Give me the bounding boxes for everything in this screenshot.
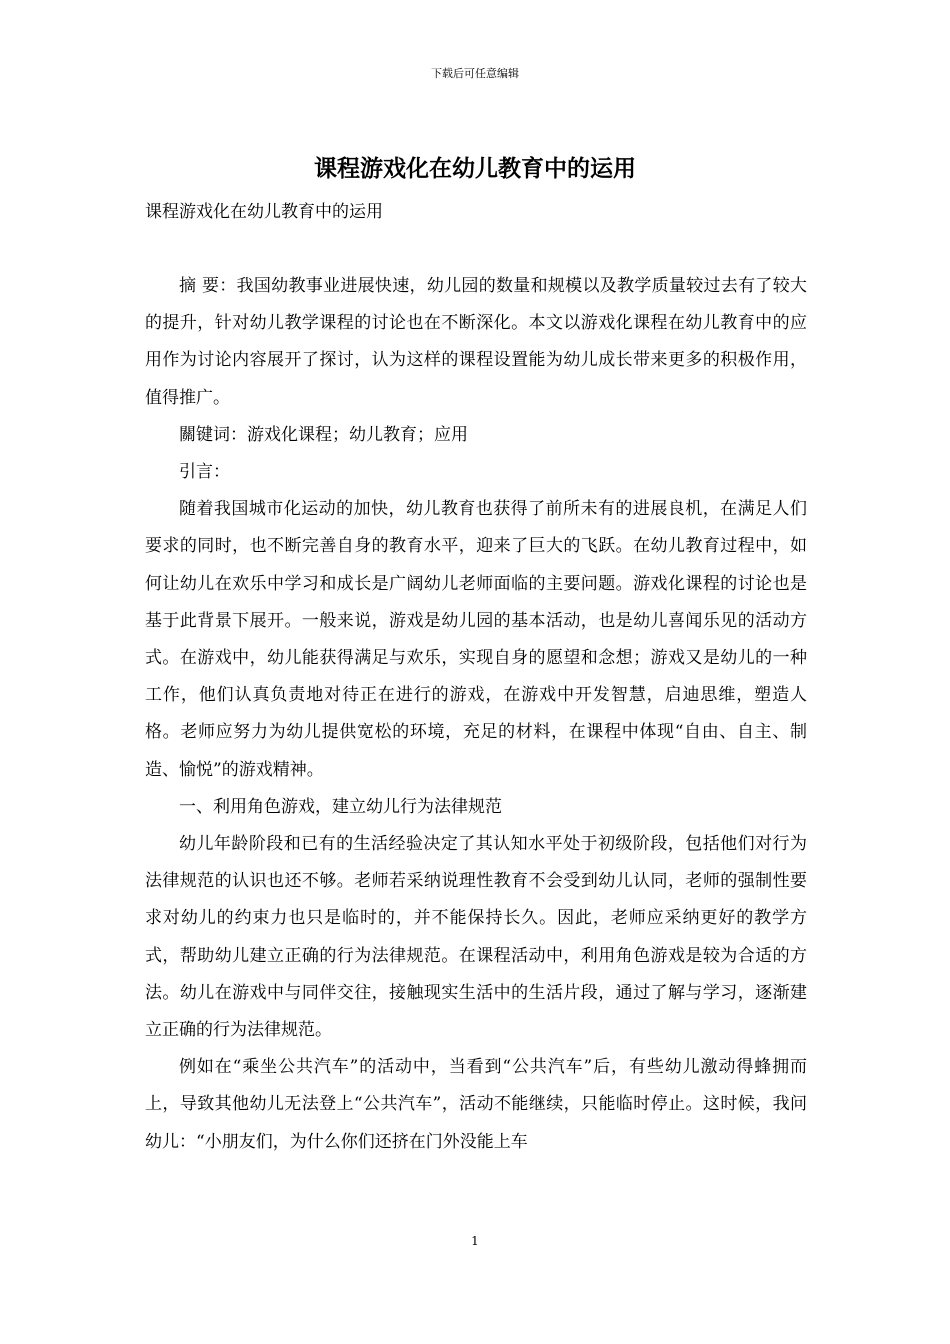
keywords-paragraph: 關键词：游戏化课程；幼儿教育；应用 (179, 424, 468, 445)
header-note: 下载后可任意编辑 (431, 67, 519, 80)
page-number: 1 (471, 1234, 479, 1248)
abstract-paragraph: 摘 要：我国幼教事业进展快速，幼儿园的数量和规模以及教学质量较过去有了较大的提升，针对幼儿教学课程的讨论也在不断深化。本文以游戏化课程在幼儿教育中的应用作为讨论内容展开了探讨，认为这样的课程设置能为幼儿成长带来更多的积极作用，值得推广。 (145, 276, 807, 408)
document-body (145, 268, 807, 1161)
document-subtitle: 课程游戏化在幼儿教育中的运用 (145, 202, 383, 222)
document-title: 课程游戏化在幼儿教育中的运用 (314, 155, 636, 182)
section-heading-1: 一、利用角色游戏，建立幼儿行为法律规范 (179, 796, 502, 817)
body-paragraph: 幼儿年龄阶段和已有的生活经验决定了其认知水平处于初级阶段，包括他们对行为法律规范的认识也还不够。老师若采纳说理性教育不会受到幼儿认同，老师的强制性要求对幼儿的约束力也只是临时的，并不能保持长久。因此，老师应采纳更好的教学方式，帮助幼儿建立正确的行为法律规范。在课程活动中，利用角色游戏是较为合适的方法。幼儿在游戏中与同伴交往，接触现实生活中的生活片段，通过了解与学习，逐渐建立正确的行为法律规范。 (145, 834, 807, 1041)
introduction-paragraph: 随着我国城市化运动的加快，幼儿教育也获得了前所未有的进展良机，在满足人们要求的同时，也不断完善自身的教育水平，迎来了巨大的飞跃。在幼儿教育过程中，如何让幼儿在欢乐中学习和成长是广阔幼儿老师面临的主要问题。游戏化课程的讨论也是基于此背景下展开。一般来说，游戏是幼儿园的基本活动，也是幼儿喜闻乐见的活动方式。在游戏中，幼儿能获得满足与欢乐，实现自身的愿望和念想；游戏又是幼儿的一种工作，他们认真负责地对待正在进行的游戏，在游戏中开发智慧，启迪思维，塑造人格。老师应努力为幼儿提供宽松的环境，充足的材料，在课程中体现“自由、自主、制造、愉悦”的游戏精神。 (145, 499, 807, 780)
body-paragraph: 例如在“乘坐公共汽车”的活动中，当看到“公共汽车”后，有些幼儿激动得蜂拥而上，导致其他幼儿无法登上“公共汽车”，活动不能继续，只能临时停止。这时候，我问幼儿：“小朋友们，为什么你们还挤在门外没能上车 (145, 1057, 807, 1152)
introduction-heading: 引言： (179, 462, 230, 483)
